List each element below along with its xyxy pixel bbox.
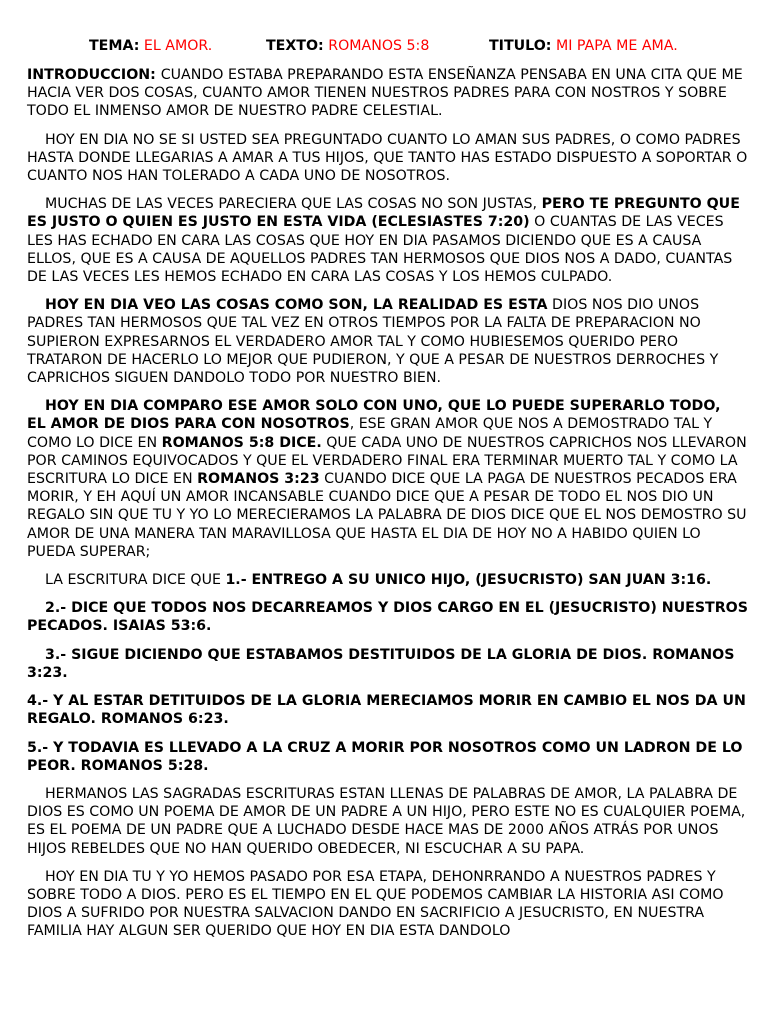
paragraph: [27, 868, 751, 941]
titulo-field: [489, 37, 678, 55]
document-body: [27, 66, 751, 951]
texto-value: ROMANOS 5:8: [328, 38, 430, 54]
bold-text: EL AMOR DE DIOS PARA CON NOSOTROS: [27, 416, 350, 433]
body-text: CUANDO ESTABA PREPARANDO ESTA ENSEÑANZA PENSABA EN UNA CITA QUE ME HACIA VER DOS COSAS, CUANTO AMOR TIENEN NUESTROS PADRES PARA CON NOSTROS Y SOBRE TODO EL INMENSO AMOR DE NUESTRO PADRE CELESTIAL.: [27, 67, 743, 120]
bold-text: PERO TE PREGUNTO QUE ES JUSTO O QUIEN ES JUSTO EN ESTA VIDA (ECLESIASTES 7:20): [27, 196, 740, 231]
tema-label: TEMA:: [89, 38, 140, 54]
body-text: CUANDO DICE QUE LA PAGA DE NUESTROS PECADOS ERA MORIR, Y EH AQUÍ UN AMOR INCANSABLE CUANDO DICE QUE A PESAR DE TODO EL NOS DIO UN REGALO SIN QUE TU Y YO LO MERECIERAMOS LA PALABRA DE DIOS DICE QUE EL NOS DEMOSTRO SU AMOR DE UNA MANERA TAN MARAVILLOSA QUE HASTA EL DIA DE HOY NO A HABIDO QUIEN LO PUEDA SUPERAR;: [27, 471, 747, 560]
tema-field: [89, 37, 212, 55]
bold-text: 3.- SIGUE DICIENDO QUE ESTABAMOS DESTITUIDOS DE LA GLORIA DE DIOS. ROMANOS 3:23.: [27, 646, 735, 681]
bold-text: ROMANOS 5:8 DICE.: [161, 434, 322, 451]
sermon-header: [0, 37, 768, 55]
paragraph: [27, 131, 751, 186]
body-text: MUCHAS DE LAS VECES PARECIERA QUE LAS COSAS NO SON JUSTAS,: [45, 196, 542, 213]
bold-text: 5.- Y TODAVIA ES LLEVADO A LA CRUZ A MORIR POR NOSOTROS COMO UN LADRON DE LO PEOR. ROMANOS 5:28.: [27, 739, 743, 774]
body-text: HOY EN DIA NO SE SI USTED SEA PREGUNTADO CUANTO LO AMAN SUS PADRES, O COMO PADRES HASTA DONDE LLEGARIAS A AMAR A TUS HIJOS, QUE TANTO HAS ESTADO DISPUESTO A SOPORTAR O CUANTO NOS HAN TOLERADO A CADA UNO DE NOSOTROS.: [27, 131, 748, 185]
texto-field: [266, 37, 429, 55]
body-text: HERMANOS LAS SAGRADAS ESCRITURAS ESTAN LLENAS DE PALABRAS DE AMOR, LA PALABRA DE DIOS ES COMO UN POEMA DE AMOR DE UN PADRE A UN HIJO, PERO ESTE NO ES CUALQUIER POEMA, ES EL POEMA DE UN PADRE QUE A LUCHADO DESDE HACE MAS DE 2000 AÑOS ATRÁS POR UNOS HIJOS REBELDES QUE NO HAN QUERIDO OBEDECER, NI ESCUCHAR A SU PAPA.: [27, 785, 746, 857]
body-text: LA ESCRITURA DICE QUE: [45, 572, 226, 589]
body-text: O CUANTAS DE LAS VECES LES HAS ECHADO EN CARA LAS COSAS QUE HOY EN DIA PASAMOS DICIENDO QUE ES A CAUSA ELLOS, QUE ES A CAUSA DE AQUELLOS PADRES TAN HERMOSOS QUE DIOS NOS A DADO, CUANTAS DE LAS VECES LES HEMOS ECHADO EN CARA LAS COSAS Y LOS HEMOS CULPADO.: [27, 214, 733, 286]
texto-label: TEXTO:: [266, 38, 324, 54]
paragraph: [27, 599, 751, 635]
paragraph: [27, 66, 751, 121]
bold-text: INTRODUCCION:: [27, 67, 161, 83]
paragraph: [27, 739, 751, 775]
bold-text: 2.- DICE QUE TODOS NOS DECARREAMOS Y DIOS CARGO EN EL (JESUCRISTO) NUESTROS PECADOS. ISAIAS 53:6.: [27, 600, 748, 635]
paragraph: [27, 397, 751, 561]
paragraph: [27, 692, 751, 728]
bold-text: 1.- ENTREGO A SU UNICO HIJO, (JESUCRISTO) SAN JUAN 3:16.: [225, 572, 712, 589]
paragraph: [27, 195, 751, 286]
body-text: , ESE GRAN AMOR QUE NOS A DEMOSTRADO TAL Y COMO LO DICE EN: [27, 416, 713, 451]
paragraph: [27, 785, 751, 858]
bold-text: HOY EN DIA COMPARO ESE AMOR SOLO CON UNO, QUE LO PUEDE SUPERARLO TODO,: [45, 398, 721, 415]
bold-text: 4.- Y AL ESTAR DETITUIDOS DE LA GLORIA MERECIAMOS MORIR EN CAMBIO EL NOS DA UN REGALO. ROMANOS 6:23.: [27, 693, 746, 728]
titulo-label: TITULO:: [489, 38, 552, 54]
paragraph: [27, 646, 751, 682]
bold-text: ROMANOS 3:23: [197, 471, 320, 488]
body-text: HOY EN DIA TU Y YO HEMOS PASADO POR ESA ETAPA, DEHONRRANDO A NUESTROS PADRES Y SOBRE TODO A DIOS. PERO ES EL TIEMPO EN EL QUE PODEMOS CAMBIAR LA HISTORIA ASI COMO DIOS A SUFRIDO POR NUESTRA SALVACION DANDO EN SACRIFICIO A JESUCRISTO, EN NUESTRA FAMILIA HAY ALGUN SER QUERIDO QUE HOY EN DIA ESTA DANDOLO: [27, 868, 724, 940]
bold-text: HOY EN DIA VEO LAS COSAS COMO SON, LA REALIDAD ES ESTA: [45, 297, 548, 314]
paragraph: [27, 296, 751, 387]
paragraph: [27, 571, 751, 589]
body-text: DIOS NOS DIO UNOS PADRES TAN HERMOSOS QUE TAL VEZ EN OTROS TIEMPOS POR LA FALTA DE PREPARACION NO SUPIERON EXPRESARNOS EL VERDADERO AMOR TAL Y COMO HUBIESEMOS QUERIDO PERO TRATARON DE HACERLO LO MEJOR QUE PUDIERON, Y QUE A PESAR DE NUESTROS DERROCHES Y CAPRICHOS SIGUEN DANDOLO TODO POR NUESTRO BIEN.: [27, 297, 719, 387]
tema-value: EL AMOR.: [143, 38, 213, 54]
body-text: QUE CADA UNO DE NUESTROS CAPRICHOS NOS LLEVARON POR CAMINOS EQUIVOCADOS Y QUE EL VERDADERO FINAL ERA TERMINAR MUERTO TAL Y COMO LA ESCRITURA LO DICE EN: [27, 434, 747, 488]
titulo-value: MI PAPA ME AMA.: [555, 38, 678, 54]
